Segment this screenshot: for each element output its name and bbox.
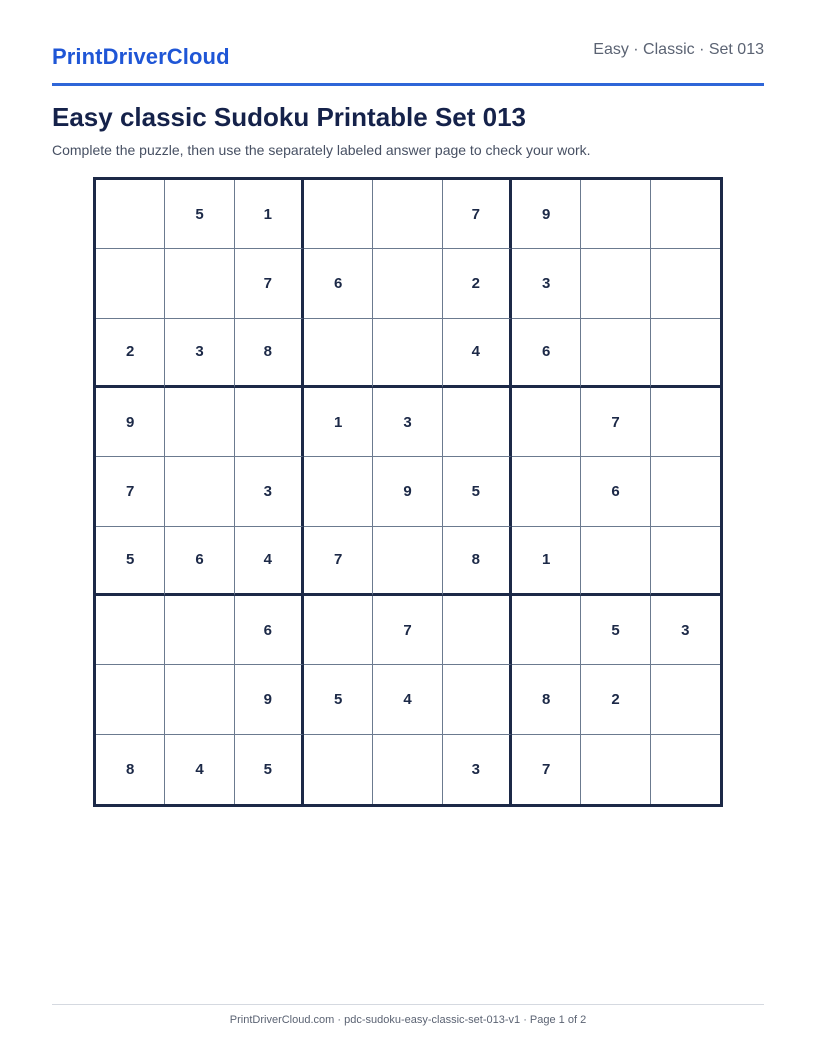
empty-cell (165, 596, 234, 665)
empty-cell (651, 319, 720, 388)
given-cell: 6 (304, 249, 373, 318)
given-cell: 7 (581, 388, 650, 457)
empty-cell (304, 180, 373, 249)
given-cell: 3 (512, 249, 581, 318)
given-cell: 1 (235, 180, 304, 249)
given-cell: 3 (651, 596, 720, 665)
empty-cell (581, 735, 650, 804)
puzzle-meta: Easy · Classic · Set 013 (593, 41, 764, 58)
empty-cell (96, 665, 165, 734)
given-cell: 6 (512, 319, 581, 388)
empty-cell (512, 596, 581, 665)
given-cell: 3 (235, 457, 304, 526)
empty-cell (443, 388, 512, 457)
sudoku-grid (93, 177, 723, 807)
given-cell: 3 (165, 319, 234, 388)
given-cell: 2 (96, 319, 165, 388)
given-cell: 5 (235, 735, 304, 804)
given-cell: 4 (165, 735, 234, 804)
given-cell: 9 (512, 180, 581, 249)
page-header (52, 0, 764, 86)
empty-cell (512, 388, 581, 457)
given-cell: 8 (235, 319, 304, 388)
brand-logo[interactable]: PrintDriverCloud (52, 44, 230, 69)
given-cell: 5 (96, 527, 165, 596)
given-cell: 9 (373, 457, 442, 526)
empty-cell (373, 527, 442, 596)
given-cell: 5 (443, 457, 512, 526)
given-cell: 1 (304, 388, 373, 457)
page-footer: PrintDriverCloud.com · pdc-sudoku-easy-classic-set-013-v1 · Page 1 of 2 (229, 1014, 587, 1026)
empty-cell (165, 388, 234, 457)
given-cell: 7 (373, 596, 442, 665)
empty-cell (304, 319, 373, 388)
empty-cell (651, 457, 720, 526)
empty-cell (304, 596, 373, 665)
empty-cell (443, 596, 512, 665)
empty-cell (581, 180, 650, 249)
given-cell: 2 (443, 249, 512, 318)
given-cell: 2 (581, 665, 650, 734)
given-cell: 9 (235, 665, 304, 734)
empty-cell (165, 249, 234, 318)
empty-cell (651, 249, 720, 318)
empty-cell (304, 735, 373, 804)
empty-cell (651, 180, 720, 249)
empty-cell (651, 665, 720, 734)
footer-divider (52, 1004, 764, 1005)
empty-cell (304, 457, 373, 526)
given-cell: 5 (304, 665, 373, 734)
empty-cell (651, 388, 720, 457)
given-cell: 4 (443, 319, 512, 388)
empty-cell (165, 457, 234, 526)
given-cell: 8 (96, 735, 165, 804)
empty-cell (651, 735, 720, 804)
empty-cell (581, 319, 650, 388)
empty-cell (373, 735, 442, 804)
empty-cell (512, 457, 581, 526)
given-cell: 7 (96, 457, 165, 526)
given-cell: 3 (443, 735, 512, 804)
empty-cell (165, 665, 234, 734)
empty-cell (373, 180, 442, 249)
empty-cell (373, 249, 442, 318)
given-cell: 4 (235, 527, 304, 596)
empty-cell (581, 527, 650, 596)
empty-cell (96, 249, 165, 318)
given-cell: 7 (443, 180, 512, 249)
given-cell: 8 (512, 665, 581, 734)
given-cell: 7 (304, 527, 373, 596)
given-cell: 8 (443, 527, 512, 596)
empty-cell (96, 596, 165, 665)
empty-cell (373, 319, 442, 388)
given-cell: 3 (373, 388, 442, 457)
page-title: Easy classic Sudoku Printable Set 013 (52, 102, 527, 132)
given-cell: 7 (235, 249, 304, 318)
given-cell: 5 (165, 180, 234, 249)
empty-cell (651, 527, 720, 596)
empty-cell (581, 249, 650, 318)
given-cell: 4 (373, 665, 442, 734)
given-cell: 5 (581, 596, 650, 665)
given-cell: 6 (581, 457, 650, 526)
empty-cell (235, 388, 304, 457)
empty-cell (96, 180, 165, 249)
given-cell: 7 (512, 735, 581, 804)
given-cell: 1 (512, 527, 581, 596)
given-cell: 6 (165, 527, 234, 596)
given-cell: 6 (235, 596, 304, 665)
empty-cell (443, 665, 512, 734)
given-cell: 9 (96, 388, 165, 457)
page-subtitle: Complete the puzzle, then use the separately labeled answer page to check your work. (52, 142, 591, 158)
